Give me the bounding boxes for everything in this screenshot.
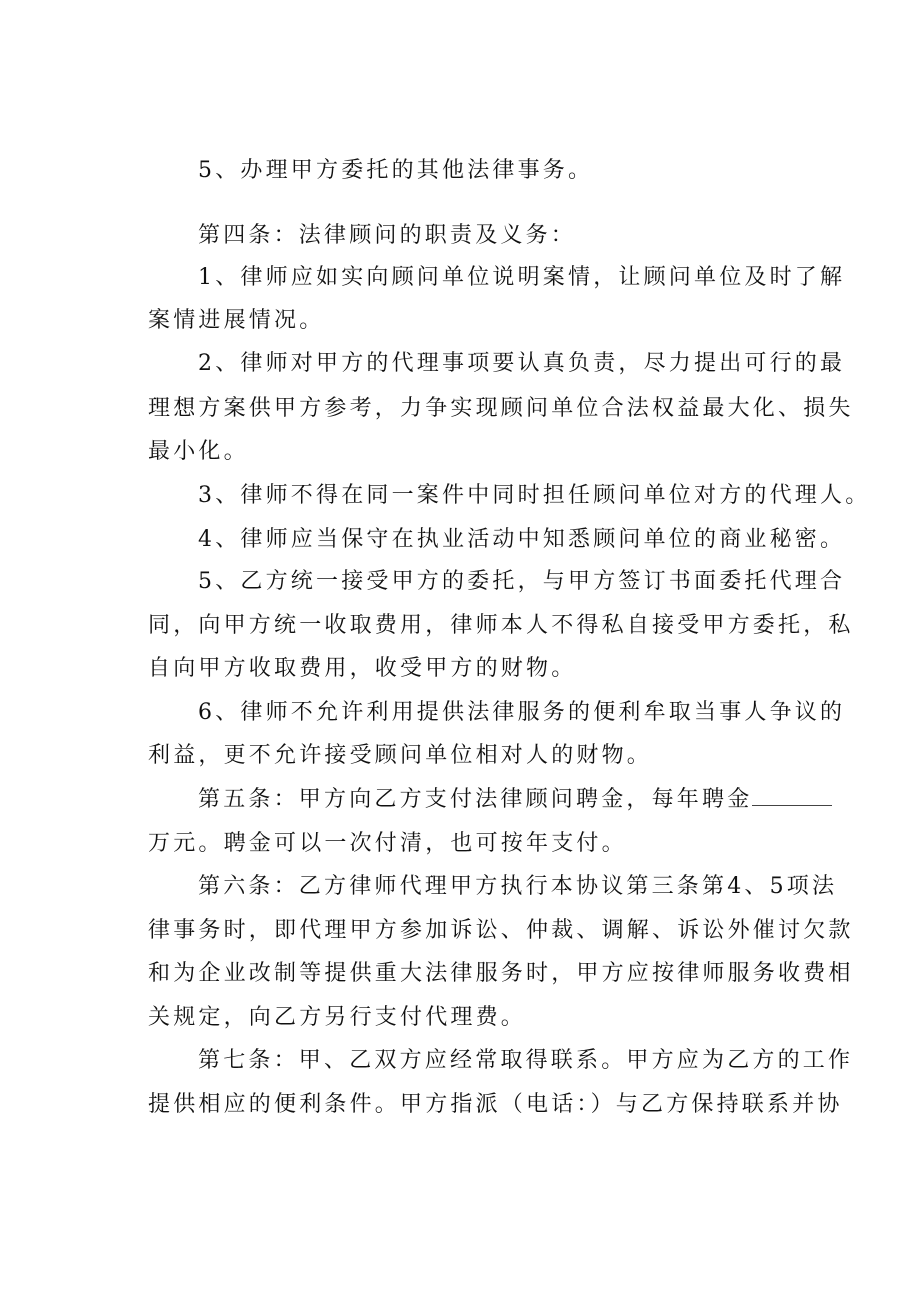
- paragraph-line: 5、乙方统一接受甲方的委托，与甲方签订书面委托代理合: [198, 569, 846, 594]
- paragraph-line: 和为企业改制等提供重大法律服务时，甲方应按律师服务收费相: [148, 961, 854, 986]
- paragraph-line: 2、律师对甲方的代理事项要认真负责，尽力提出可行的最: [198, 351, 846, 376]
- article-heading: 第四条：法律顾问的职责及义务：: [198, 223, 577, 248]
- paragraph-line: 案情进展情况。: [148, 308, 325, 333]
- article-heading: 第六条：乙方律师代理甲方执行本协议第三条第4、5项法: [198, 874, 838, 899]
- article-heading: 第七条：甲、乙双方应经常取得联系。甲方应为乙方的工作: [198, 1048, 854, 1073]
- paragraph-line: 5、办理甲方委托的其他法律事务。: [198, 158, 594, 183]
- paragraph-line: 万元。聘金可以一次付清，也可按年支付。: [148, 831, 627, 856]
- paragraph-line: 6、律师不允许利用提供法律服务的便利牟取当事人争议的: [198, 700, 846, 725]
- paragraph-line: 理想方案供甲方参考，力争实现顾问单位合法权益最大化、损失: [148, 396, 854, 421]
- document-page: [148, 0, 871, 1301]
- paragraph-line: 1、律师应如实向顾问单位说明案情，让顾问单位及时了解: [198, 265, 846, 290]
- paragraph-line: 最小化。: [148, 439, 249, 464]
- paragraph-line: 提供相应的便利条件。甲方指派（电话：）与乙方保持联系并协: [148, 1092, 843, 1117]
- paragraph-line: 利益，更不允许接受顾问单位相对人的财物。: [148, 743, 653, 768]
- paragraph-text: 第五条：甲方向乙方支付法律顾问聘金，每年聘金: [198, 787, 753, 812]
- paragraph-line: 4、律师应当保守在执业活动中知悉顾问单位的商业秘密。: [198, 527, 846, 552]
- paragraph-line: 自向甲方收取费用，收受甲方的财物。: [148, 656, 577, 681]
- article-heading-line: [198, 785, 832, 815]
- paragraph-line: 3、律师不得在同一案件中同时担任顾问单位对方的代理人。: [198, 483, 871, 508]
- paragraph-line: 同，向甲方统一收取费用，律师本人不得私自接受甲方委托，私: [148, 613, 854, 638]
- fill-in-blank[interactable]: [752, 787, 832, 806]
- paragraph-line: 关规定，向乙方另行支付代理费。: [148, 1005, 527, 1030]
- paragraph-line: 律事务时，即代理甲方参加诉讼、仲裁、调解、诉讼外催讨欠款: [148, 918, 854, 943]
